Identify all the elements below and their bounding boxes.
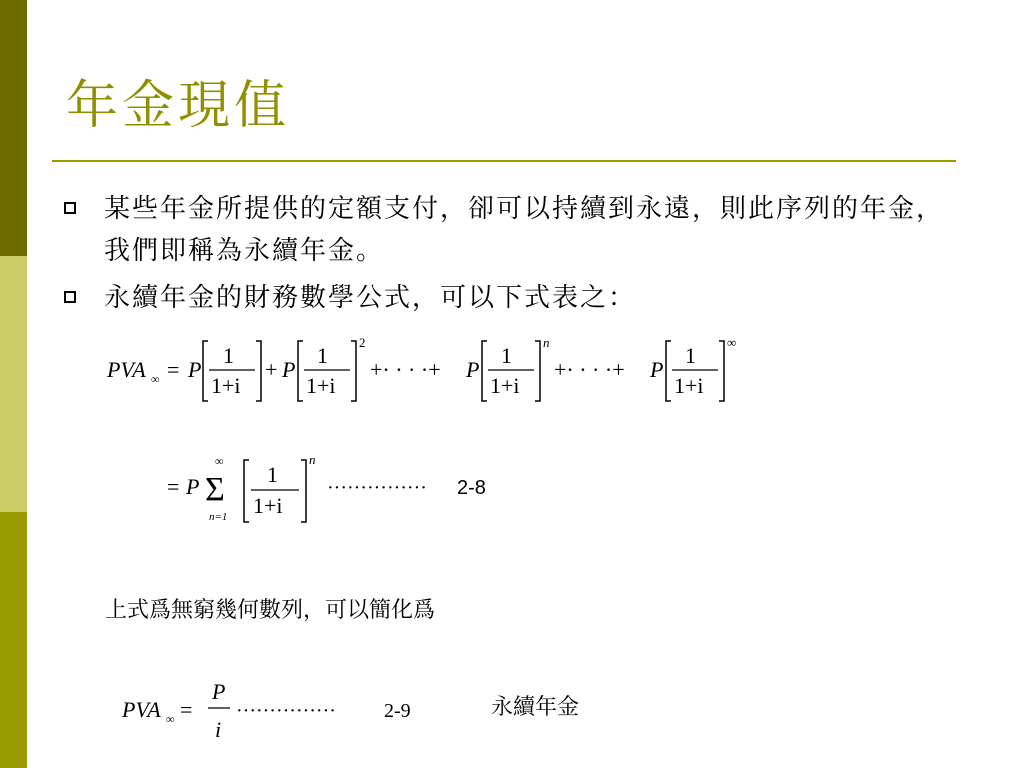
lhs-subscript: ∞ — [151, 372, 160, 386]
plus-sign: + — [265, 357, 278, 382]
lhs-subscript: ∞ — [166, 712, 175, 726]
numerator: 1 — [317, 343, 328, 368]
formula-simplified — [120, 677, 460, 747]
denominator: i — [215, 717, 222, 742]
denominator: 1+i — [490, 373, 520, 398]
exponent: 2 — [359, 335, 366, 350]
equation-number: 2-8 — [457, 477, 486, 499]
denominator: 1+i — [211, 373, 241, 398]
formula-summation — [165, 450, 585, 530]
formula-perpetuity-series — [105, 333, 785, 408]
term-factor: P — [650, 357, 664, 382]
right-bracket — [301, 460, 306, 522]
numerator: P — [212, 679, 226, 704]
simplification-note: 上式爲無窮幾何數列，可以簡化爲 — [105, 597, 436, 622]
numerator: 1 — [501, 343, 512, 368]
side-bar-mid — [0, 512, 27, 768]
equals-sign: = — [167, 357, 180, 382]
left-bracket — [203, 341, 208, 401]
term-factor: P — [188, 357, 202, 382]
numerator: 1 — [267, 462, 278, 487]
denominator: 1+i — [306, 373, 336, 398]
exponent: ∞ — [727, 335, 737, 350]
side-bar-light — [0, 256, 27, 512]
lhs-variable: PVA — [122, 697, 161, 722]
exponent: n — [543, 335, 550, 350]
equals-sign: = — [167, 474, 180, 499]
numerator: 1 — [223, 343, 234, 368]
slide-title: 年金現值 — [66, 76, 291, 136]
right-bracket — [535, 341, 540, 401]
denominator: 1+i — [253, 493, 283, 518]
numerator: 1 — [685, 343, 696, 368]
right-bracket — [719, 341, 724, 401]
left-bracket — [482, 341, 487, 401]
term-factor: P — [282, 357, 296, 382]
square-bullet-icon — [64, 291, 76, 303]
right-bracket — [256, 341, 261, 401]
left-bracket — [666, 341, 671, 401]
left-bracket — [298, 341, 303, 401]
square-bullet-icon — [64, 202, 76, 214]
leader-dots: ··············· — [236, 700, 336, 722]
sum-factor: P — [186, 474, 200, 499]
lhs-variable: PVA — [107, 357, 146, 382]
equals-sign: = — [180, 697, 193, 722]
ellipsis-plus: +· · · ·+ — [370, 357, 441, 382]
title-divider — [52, 160, 956, 162]
left-bracket — [244, 460, 249, 522]
right-bracket — [351, 341, 356, 401]
sigma-symbol: Σ — [205, 471, 225, 508]
sum-lower-limit: n=1 — [209, 511, 228, 523]
equation-number: 2-9 — [384, 700, 411, 722]
bullet-text: 某些年金所提供的定額支付，卻可以持續到永遠，則此序列的年金，我們即稱為永續年金。 — [104, 194, 945, 266]
leader-dots: ··············· — [327, 477, 427, 499]
exponent: n — [309, 452, 316, 467]
sum-upper-limit: ∞ — [215, 454, 224, 468]
term-factor: P — [466, 357, 480, 382]
bullet-item-2 — [64, 277, 954, 319]
ellipsis-plus: +· · · ·+ — [554, 357, 625, 382]
bullet-text: 永續年金的財務數學公式，可以下式表之： — [104, 283, 637, 313]
denominator: 1+i — [674, 373, 704, 398]
bullet-item-1 — [64, 188, 954, 272]
side-bar-dark — [0, 0, 27, 256]
perpetuity-caption: 永續年金 — [491, 694, 580, 719]
